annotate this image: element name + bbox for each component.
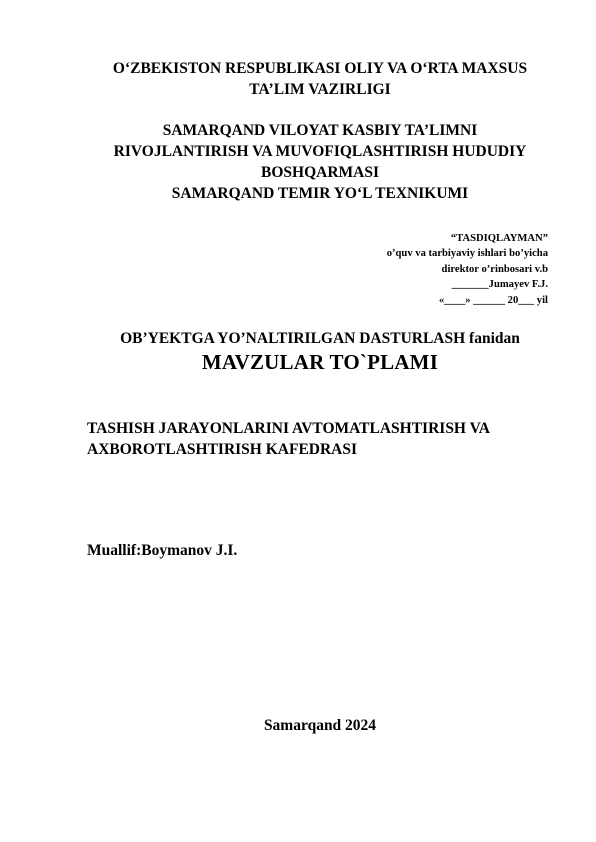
collection-title: MAVZULAR TO`PLAMI [201,350,439,374]
approval-signature: _______Jumayev F.J. [451,279,548,291]
subject-line: OB’YEKTGA YO’NALTIRILGAN DASTURLASH fanidan [120,330,520,347]
ministry-line-2: TA’LIM VAZIRLIGI [249,81,391,98]
region-heading [60,120,580,204]
approval-block [387,231,548,308]
approval-date: «____» ______ 20___ yil [438,294,548,306]
region-line-3: BOSHQARMASI [261,164,379,181]
region-line-2: RIVOJLANTIRISH VA MUVOFIQLASHTIRISH HUDUDIY [113,143,527,160]
region-line-4: SAMARQAND TEMIR YO‘L TEXNIKUMI [171,185,469,202]
author-line: Muallif:Boymanov J.I. [87,542,238,559]
city-year: Samarqand 2024 [263,717,377,734]
approval-line-2: direktor o’rinbosari v.b [441,263,548,275]
department-heading [87,418,567,460]
approval-line-1: o’quv va tarbiyaviy ishlari bo’yicha [386,248,548,260]
region-line-1: SAMARQAND VILOYAT KASBIY TA’LIMNI [162,122,478,139]
ministry-line-1: O‘ZBEKISTON RESPUBLIKASI OLIY VA O‘RTA MAXSUS [112,60,528,77]
department-line-2: AXBOROTLASHTIRISH KAFEDRASI [87,441,358,458]
ministry-heading [60,58,580,100]
approval-title: “TASDIQLAYMAN” [450,233,548,244]
department-line-1: TASHISH JARAYONLARINI AVTOMATLASHTIRISH VA [87,420,490,437]
